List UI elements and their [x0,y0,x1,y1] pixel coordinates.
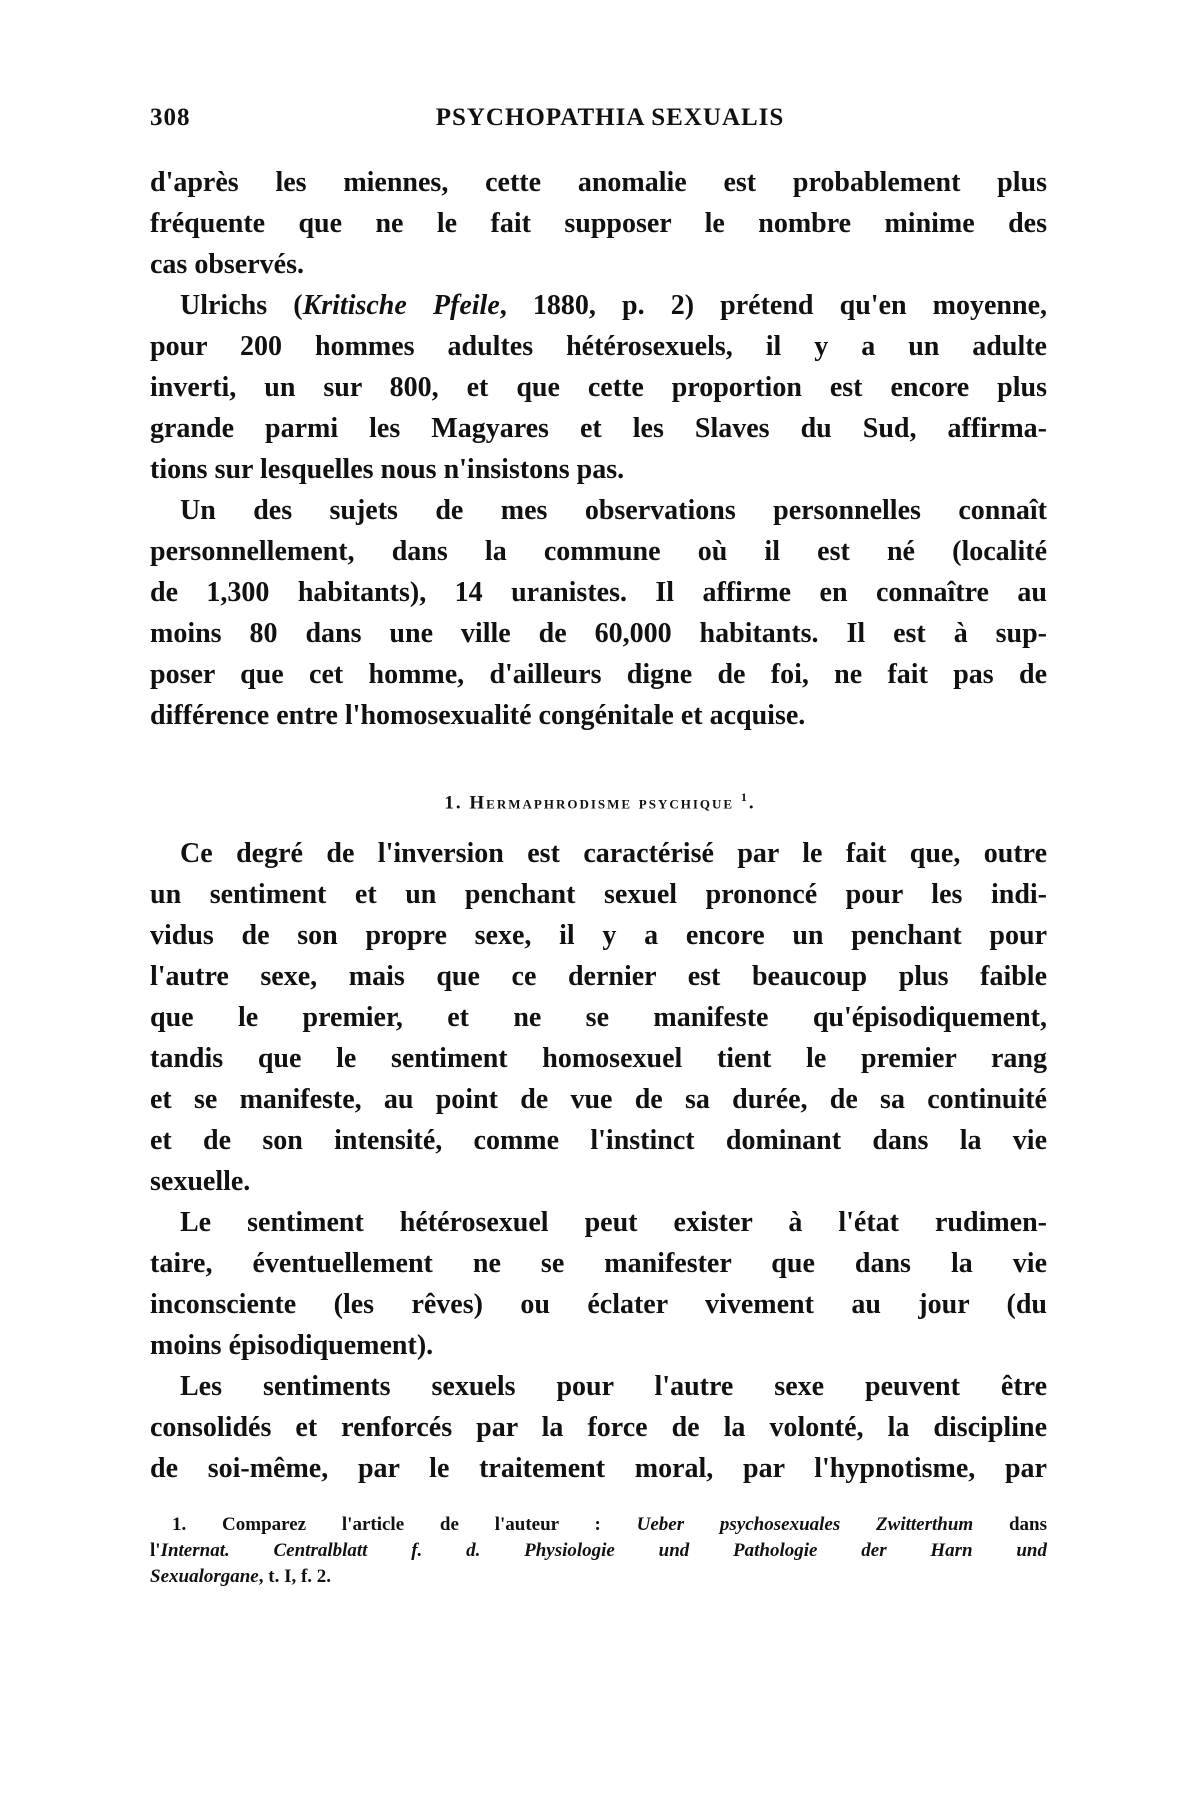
section-heading-text: 1. Hermaphrodisme psychique [444,792,735,814]
text-line: tions sur lesquelles nous n'insistons pas. [150,454,625,485]
text-line: consolidés et renforcés par la force de la volonté, la discipline [150,1412,1047,1443]
text-line: poser que cet homme, d'ailleurs digne de foi, ne fait pas de [150,659,1047,690]
section-heading-suffix: . [748,792,756,814]
text-line: un sentiment et un penchant sexuel prononcé pour les indi- [150,879,1047,910]
italic-text: Internat. Centralblatt f. d. Physiologie und Pathologie der Harn und [160,1540,1047,1561]
paragraph [150,1202,1047,1366]
text-line: inconsciente (les rêves) ou éclater vivement au jour (du [150,1289,1047,1320]
text-line: inverti, un sur 800, et que cette proportion est encore plus [150,372,1047,403]
text-line: Les sentiments sexuels pour l'autre sexe peuvent être [180,1371,1047,1402]
footnote [150,1512,1047,1590]
paragraph [150,1512,1047,1590]
footnote-mark: 1 [740,790,749,804]
text-line [150,1538,1047,1564]
body-text-top [150,162,1047,736]
text-line: pour 200 hommes adultes hétérosexuels, il y a un adulte [150,331,1047,362]
text-line: Un des sujets de mes observations personnelles connaît [180,495,1047,526]
paragraph [150,285,1047,490]
text-segment: Ulrichs ( [180,290,303,321]
body-text-bottom [150,833,1047,1489]
text-line: grande parmi les Magyares et les Slaves du Sud, affirma- [150,413,1047,444]
text-line [150,285,1047,326]
text-line: vidus de son propre sexe, il y a encore un penchant pour [150,920,1047,951]
text-segment: , t. I, f. 2. [258,1566,332,1587]
text-segment: , 1880, p. 2) prétend qu'en moyenne, [499,290,1047,321]
text-line: l'autre sexe, mais que ce dernier est beaucoup plus faible [150,961,1047,992]
text-line: personnellement, dans la commune où il est né (localité [150,536,1047,567]
text-line: moins 80 dans une ville de 60,000 habitants. Il est à sup- [150,618,1047,649]
text-line: d'après les miennes, cette anomalie est probablement plus [150,167,1047,198]
running-title: PSYCHOPATHIA SEXUALIS [435,104,785,131]
paragraph [150,162,1047,285]
paragraph [150,490,1047,736]
text-line: sexuelle. [150,1166,251,1197]
text-line: fréquente que ne le fait supposer le nombre minime des [150,208,1047,239]
paragraph [150,1366,1047,1489]
text-line: moins épisodiquement). [150,1330,434,1361]
text-line: et se manifeste, au point de vue de sa durée, de sa continuité [150,1084,1047,1115]
text-line: différence entre l'homosexualité congénitale et acquise. [150,700,806,731]
text-line: que le premier, et ne se manifeste qu'épisodiquement, [150,1002,1047,1033]
text-segment: l' [150,1540,161,1561]
text-line: taire, éventuellement ne se manifester que dans la vie [150,1248,1047,1279]
text-line: de soi-même, par le traitement moral, par l'hypnotisme, par [150,1453,1047,1484]
text-line: de 1,300 habitants), 14 uranistes. Il affirme en connaître au [150,577,1047,608]
section-heading [0,790,1200,814]
italic-text: Sexualorgane [150,1566,259,1587]
paragraph [150,833,1047,1202]
text-line: cas observés. [150,249,304,280]
text-line: et de son intensité, comme l'instinct dominant dans la vie [150,1125,1047,1156]
text-line: Ce degré de l'inversion est caractérisé par le fait que, outre [180,838,1047,869]
text-segment: 1. Comparez l'article de l'auteur : [172,1514,637,1535]
text-line: tandis que le sentiment homosexuel tient le premier rang [150,1043,1047,1074]
page-number: 308 [150,104,191,131]
text-line [150,1512,1047,1538]
italic-text: Ueber psychosexuales Zwitterthum [636,1514,974,1535]
italic-text: Kritische Pfeile [302,290,500,321]
text-segment: dans [973,1514,1047,1535]
text-line [150,1564,1047,1590]
text-line: Le sentiment hétérosexuel peut exister à l'état rudimen- [180,1207,1047,1238]
